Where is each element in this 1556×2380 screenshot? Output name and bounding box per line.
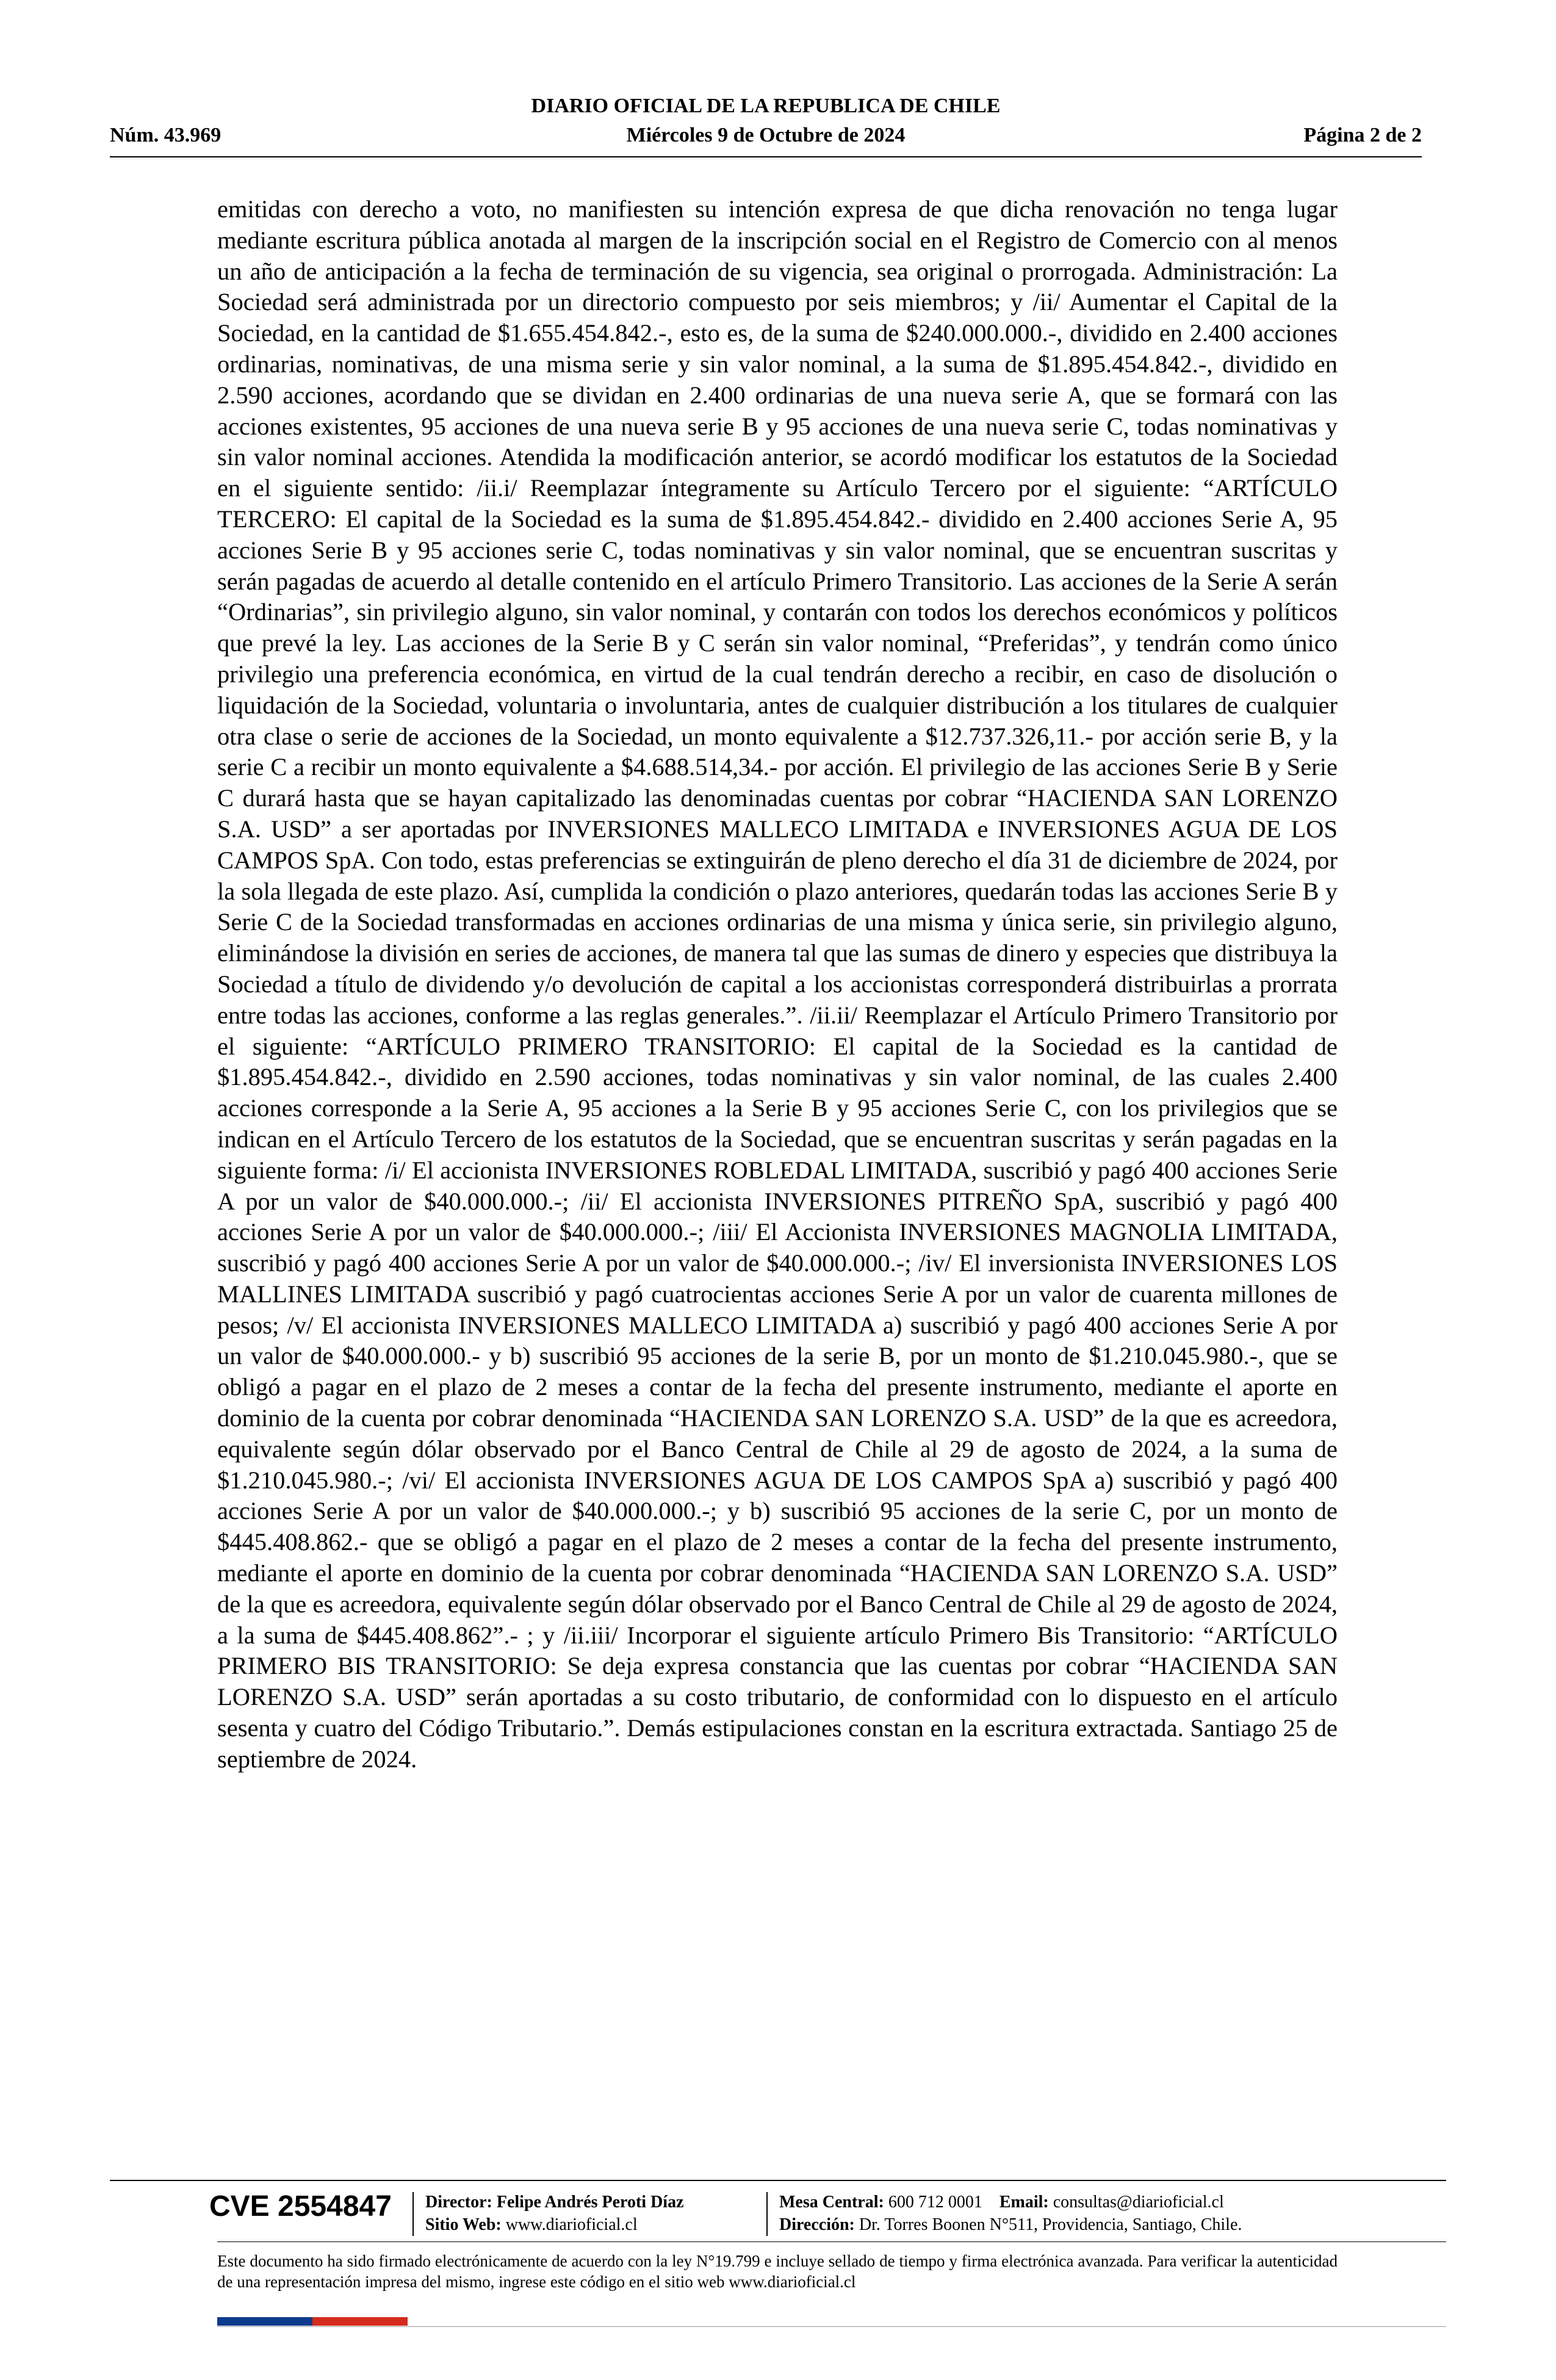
issue-date: Miércoles 9 de Octubre de 2024 bbox=[626, 124, 906, 146]
mesa-phone: 600 712 0001 bbox=[888, 2193, 982, 2212]
issue-number: Núm. 43.969 bbox=[110, 124, 222, 146]
email-link[interactable]: consultas@diarioficial.cl bbox=[1053, 2193, 1224, 2212]
legal-notice: Este documento ha sido firmado electrónicamente de acuerdo con la ley N°19.799 e incluye sellado de tiempo y firma electrónica avanzada. Para verificar la autenticidad de una representación impresa del mismo, ingrese este código en el sitio web www.diarioficial.cl bbox=[217, 2252, 1338, 2291]
mesa-label: Mesa Central: bbox=[779, 2193, 884, 2212]
page-header bbox=[110, 95, 1422, 156]
flag-stripe-red bbox=[312, 2317, 408, 2326]
body-paragraph: emitidas con derecho a voto, no manifiesten su intención expresa de que dicha renovación no tenga lugar mediante escritura pública anotada al margen de la inscripción social en el Registro de Comercio con al menos un año de anticipación a la fecha de terminación de su vigencia, sea original o prorrogada. Administración: La Sociedad será administrada por un directorio compuesto por seis miembros; y /ii/ Aumentar el Capital de la Sociedad, en la cantidad de $1.655.454.842.-, esto es, de la suma de $240.000.000.-, dividido en 2.400 acciones ordinarias, nominativas, de una misma serie y sin valor nominal, a la suma de $1.895.454.842.-, dividido en 2.590 acciones, acordando que se dividan en 2.400 ordinarias de una nueva serie A, que se formará con las acciones existentes, 95 acciones de una nueva serie B y 95 acciones de una nueva serie C, todas nominativas y sin valor nominal acciones. Atendida la modificación anterior, se acordó modificar los estatutos de la Sociedad en el siguiente sentido: /ii.i/ Reemplazar íntegramente su Artículo Tercero por el siguiente: “ARTÍCULO TERCERO: El capital de la Sociedad es la suma de $1.895.454.842.- dividido en 2.400 acciones Serie A, 95 acciones Serie B y 95 acciones serie C, todas nominativas y sin valor nominal, que se encuentran suscritas y serán pagadas de acuerdo al detalle contenido en el artículo Primero Transitorio. Las acciones de la Serie A serán “Ordinarias”, sin privilegio alguno, sin valor nominal, y contarán con todos los derechos económicos y políticos que prevé la ley. Las acciones de la Serie B y C serán sin valor nominal, “Preferidas”, y tendrán como único privilegio una preferencia económica, en virtud de la cual tendrán derecho a recibir, en caso de disolución o liquidación de la Sociedad, voluntaria o involuntaria, antes de cualquier distribución a los titulares de cualquier otra clase o serie de acciones de la Sociedad, un monto equivalente a $12.737.326,11.- por acción serie B, y la serie C a recibir un monto equivalente a $4.688.514,34.- por acción. El privilegio de las acciones Serie B y Serie C durará hasta que se hayan capitalizado las denominadas cuentas por cobrar “HACIENDA SAN LORENZO S.A. USD” a ser aportadas por INVERSIONES MALLECO LIMITADA e INVERSIONES AGUA DE LOS CAMPOS SpA. Con todo, estas preferencias se extinguirán de pleno derecho el día 31 de diciembre de 2024, por la sola llegada de este plazo. Así, cumplida la condición o plazo anteriores, quedarán todas las acciones Serie B y Serie C de la Sociedad transformadas en acciones ordinarias de una misma y única serie, sin privilegio alguno, eliminándose la división en series de acciones, de manera tal que las sumas de dinero y especies que distribuya la Sociedad a título de dividendo y/o devolución de capital a los accionistas corresponderá distribuirlas a prorrata entre todas las acciones, conforme a las reglas generales.”. /ii.ii/ Reemplazar el Artículo Primero Transitorio por el siguiente: “ARTÍCULO PRIMERO TRANSITORIO: El capital de la Sociedad es la cantidad de $1.895.454.842.-, dividido en 2.590 acciones, todas nominativas y sin valor nominal, de las cuales 2.400 acciones corresponde a la Serie A, 95 acciones a la Serie B y 95 acciones Serie C, con los privilegios que se indican en el Artículo Tercero de los estatutos de la Sociedad, que se encuentran suscritas y serán pagadas en la siguiente forma: /i/ El accionista INVERSIONES ROBLEDAL LIMITADA, suscribió y pagó 400 acciones Serie A por un valor de $40.000.000.-; /ii/ El accionista INVERSIONES PITREÑO SpA, suscribió y pagó 400 acciones Serie A por un valor de $40.000.000.-; /iii/ El Accionista INVERSIONES MAGNOLIA LIMITADA, suscribió y pagó 400 acciones Serie A por un valor de $40.000.000.-; /iv/ El inversionista INVERSIONES LOS MALLINES LIMITADA suscribió y pagó cuatrocientas acciones Serie A por un valor de cuarenta millones de pesos; /v/ El accionista INVERSIONES MALLECO LIMITADA a) suscribió y pagó 400 acciones Serie A por un valor de $40.000.000.- y b) suscribió 95 acciones de la serie B, por un monto de $1.210.045.980.-, que se obligó a pagar en el plazo de 2 meses a contar de la fecha del presente instrumento, mediante el aporte en dominio de la cuenta por cobrar denominada “HACIENDA SAN LORENZO S.A. USD” de la que es acreedora, equivalente según dólar observado por el Banco Central de Chile al 29 de agosto de 2024, a la suma de $1.210.045.980.-; /vi/ El accionista INVERSIONES AGUA DE LOS CAMPOS SpA a) suscribió y pagó 400 acciones Serie A por un valor de $40.000.000.-; y b) suscribió 95 acciones de la serie C, por un monto de $445.408.862.- que se obligó a pagar en el plazo de 2 meses a contar de la fecha del presente instrumento, mediante el aporte en dominio de la cuenta por cobrar denominada “HACIENDA SAN LORENZO S.A. USD” de la que es acreedora, equivalente según dólar observado por el Banco Central de Chile al 29 de agosto de 2024, a la suma de $445.408.862”.- ; y /ii.iii/ Incorporar el siguiente artículo Primero Bis Transitorio: “ARTÍCULO PRIMERO BIS TRANSITORIO: Se deja expresa constancia que las cuentas por cobrar “HACIENDA SAN LORENZO S.A. USD” serán aportadas a su costo tributario, de conformidad con lo dispuesto en el artículo sesenta y cuatro del Código Tributario.”. Demás estipulaciones constan en la escritura extractada. Santiago 25 de septiembre de 2024. bbox=[217, 195, 1338, 1773]
header-divider bbox=[110, 156, 1422, 157]
footer-divider-secondary bbox=[217, 2241, 1446, 2242]
flag-stripe-blue bbox=[217, 2317, 312, 2326]
footer-separator bbox=[412, 2192, 414, 2236]
director-label: Director: bbox=[425, 2193, 492, 2212]
email-label: Email: bbox=[999, 2193, 1049, 2212]
footer-separator bbox=[766, 2192, 768, 2236]
footer-director-block bbox=[425, 2191, 684, 2236]
bottom-rule bbox=[217, 2326, 1446, 2327]
footer-contact-block bbox=[779, 2191, 1242, 2236]
address-label: Dirección: bbox=[779, 2215, 855, 2234]
publication-title: DIARIO OFICIAL DE LA REPUBLICA DE CHILE bbox=[531, 95, 1001, 117]
page-indicator: Página 2 de 2 bbox=[1303, 124, 1422, 146]
document-body bbox=[217, 194, 1338, 1775]
director-name: Felipe Andrés Peroti Díaz bbox=[496, 2193, 684, 2212]
address-value: Dr. Torres Boonen N°511, Providencia, Santiago, Chile. bbox=[859, 2215, 1242, 2234]
footer-divider bbox=[110, 2180, 1446, 2181]
cve-code: CVE 2554847 bbox=[209, 2190, 392, 2223]
website-label: Sitio Web: bbox=[425, 2215, 502, 2234]
website-link[interactable]: www.diarioficial.cl bbox=[505, 2215, 638, 2234]
